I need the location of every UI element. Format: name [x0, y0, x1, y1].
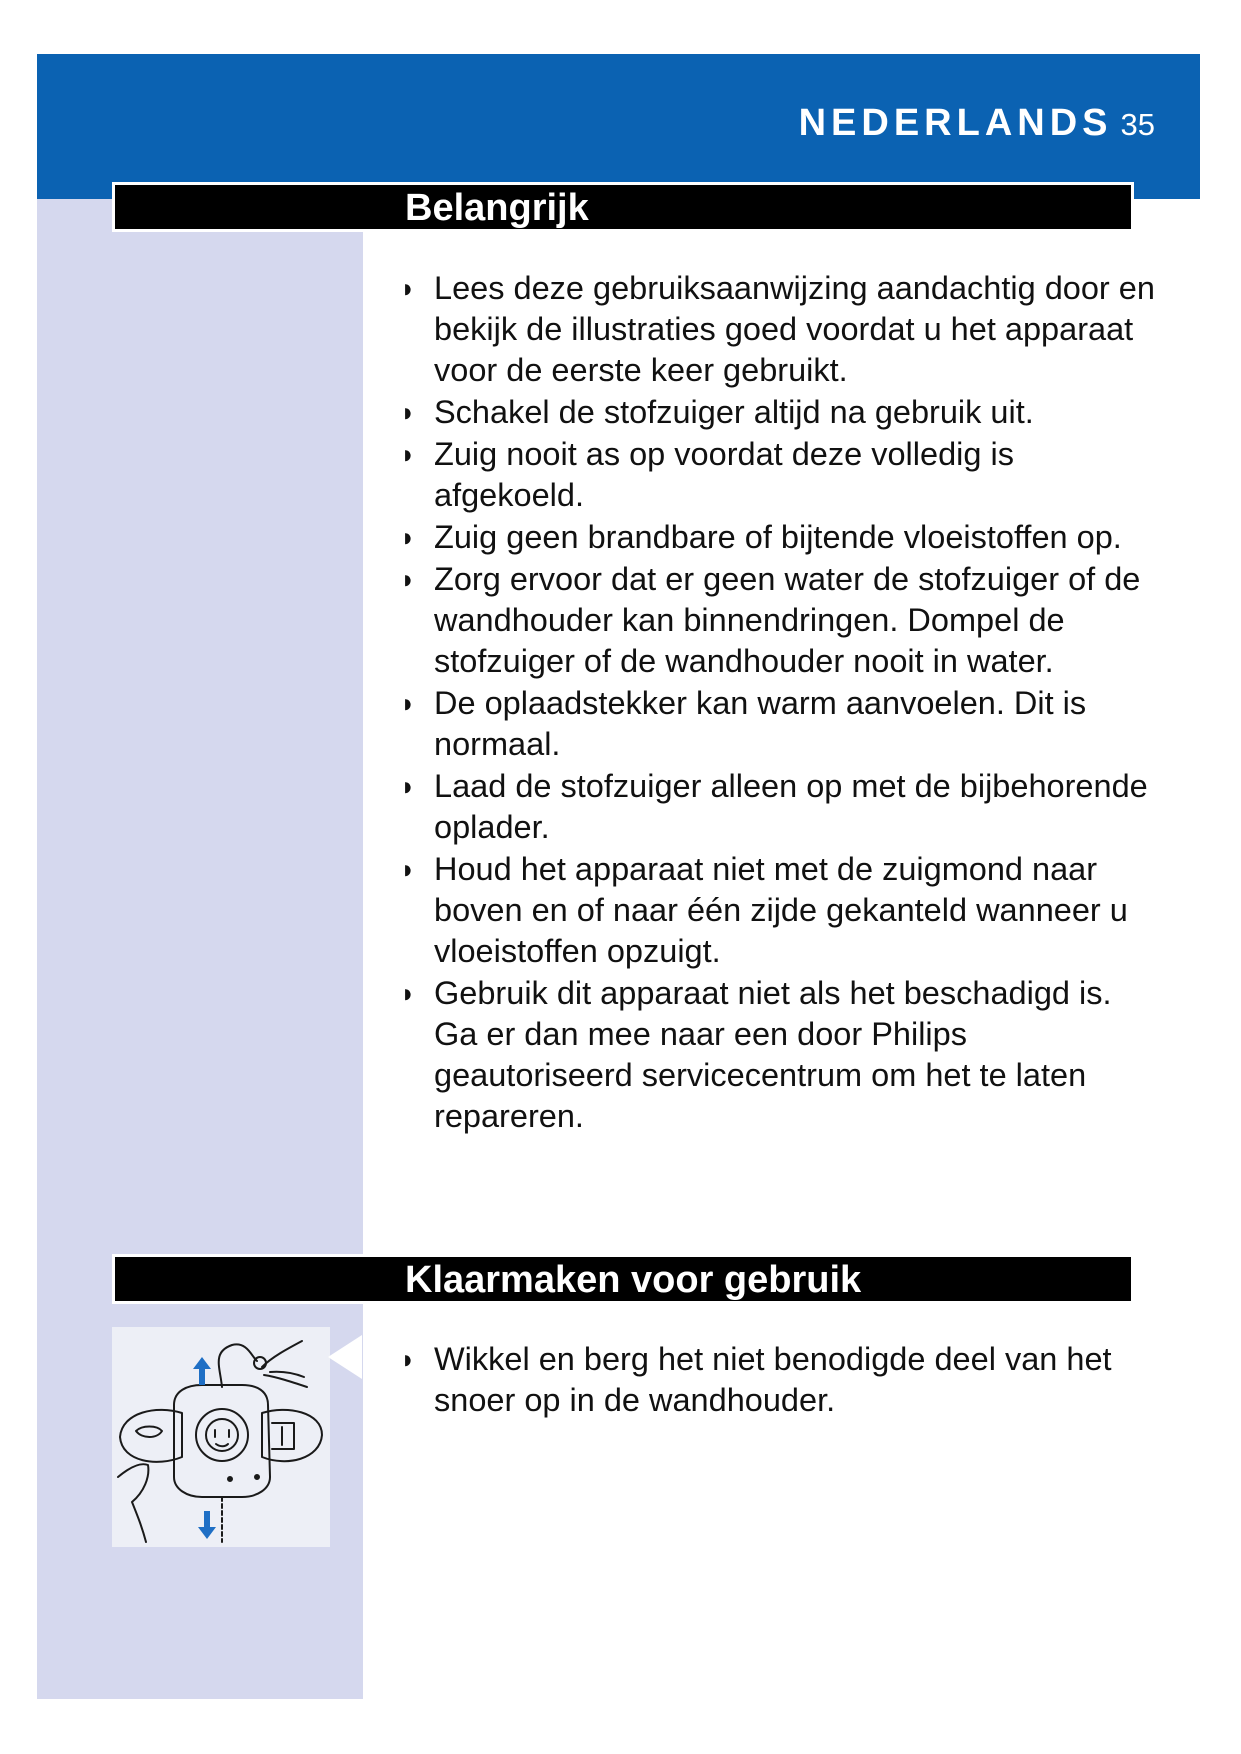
- list-item: [400, 392, 1160, 433]
- bullet-icon: ◗: [400, 688, 416, 718]
- bullet-icon: ◗: [400, 564, 416, 594]
- list-item: [400, 849, 1160, 972]
- important-list: [400, 268, 1160, 1138]
- list-item: [400, 1339, 1160, 1421]
- bullet-icon: ◗: [400, 273, 416, 303]
- list-item-text: Zuig geen brandbare of bijtende vloeistoffen op.: [434, 519, 1122, 555]
- list-item-text: Gebruik dit apparaat niet als het beschadigd is. Ga er dan mee naar een door Philips geautoriseerd servicecentrum om het te laten repareren.: [434, 975, 1112, 1134]
- list-item-text: Laad de stofzuiger alleen op met de bijbehorende oplader.: [434, 768, 1148, 845]
- bullet-icon: ◗: [400, 854, 416, 884]
- list-item: [400, 434, 1160, 516]
- list-item: [400, 559, 1160, 682]
- illustration-drawing: [112, 1327, 330, 1547]
- bullet-icon: ◗: [400, 978, 416, 1008]
- bullet-icon: ◗: [400, 771, 416, 801]
- list-item-text: Schakel de stofzuiger altijd na gebruik uit.: [434, 394, 1034, 430]
- list-item-text: Lees deze gebruiksaanwijzing aandachtig door en bekijk de illustraties goed voordat u het apparaat voor de eerste keer gebruikt.: [434, 270, 1155, 388]
- list-item-text: Zorg ervoor dat er geen water de stofzuiger of de wandhouder kan binnendringen. Dompel de stofzuiger of de wandhouder nooit in water.: [434, 561, 1141, 679]
- preparation-list: [400, 1339, 1160, 1422]
- list-item: [400, 766, 1160, 848]
- list-item: [400, 517, 1160, 558]
- bullet-icon: ◗: [400, 1344, 416, 1374]
- list-item: [400, 683, 1160, 765]
- bullet-icon: ◗: [400, 397, 416, 427]
- page-number: 35: [1120, 107, 1155, 142]
- section-bar-belangrijk: [112, 182, 1134, 232]
- bullet-icon: ◗: [400, 522, 416, 552]
- section-title: Klaarmaken voor gebruik: [405, 1259, 862, 1301]
- list-item-text: De oplaadstekker kan warm aanvoelen. Dit is normaal.: [434, 685, 1087, 762]
- bullet-icon: ◗: [400, 439, 416, 469]
- wall-holder-cord-illustration: [112, 1327, 330, 1547]
- list-item-text: Houd het apparaat niet met de zuigmond naar boven en of naar één zijde gekanteld wanneer u vloeistoffen opzuigt.: [434, 851, 1128, 969]
- section-title: Belangrijk: [405, 187, 589, 229]
- callout-pointer: [328, 1335, 362, 1379]
- list-item: [400, 268, 1160, 391]
- list-item: [400, 973, 1160, 1137]
- language-label: NEDERLANDS: [798, 102, 1113, 144]
- page-header: [799, 102, 1155, 145]
- list-item-text: Wikkel en berg het niet benodigde deel van het snoer op in de wandhouder.: [434, 1341, 1112, 1418]
- list-item-text: Zuig nooit as op voordat deze volledig is afgekoeld.: [434, 436, 1014, 513]
- section-bar-klaarmaken: [112, 1254, 1134, 1304]
